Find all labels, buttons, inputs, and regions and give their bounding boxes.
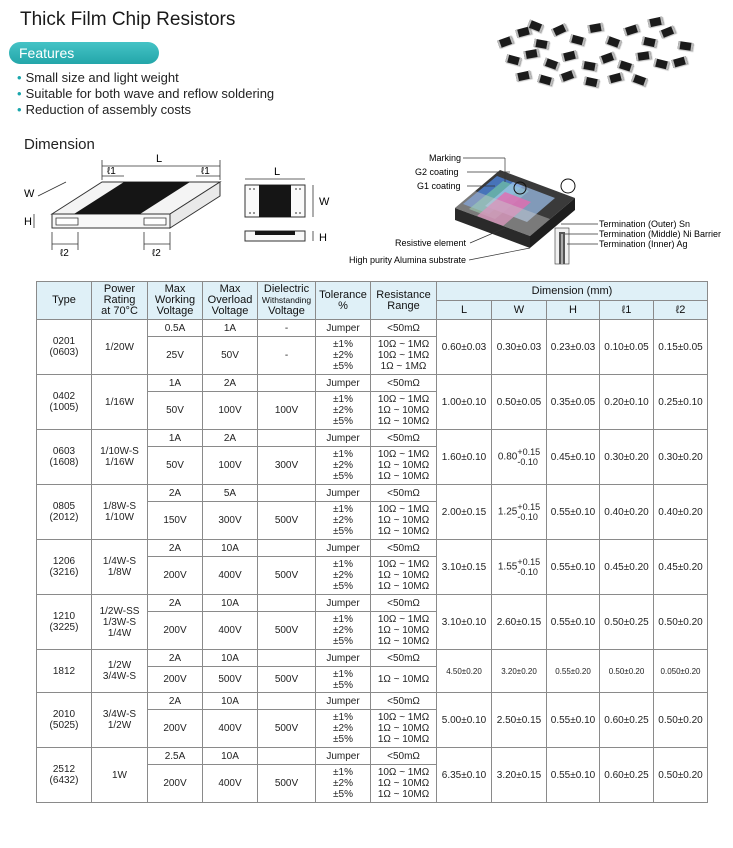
cell-jumper-resistance: <50mΩ [371,540,437,557]
label-H: H [24,216,32,228]
chip-resistor [523,49,539,59]
table-row [37,485,708,502]
chip-resistor [583,77,599,88]
cell-dim-l2: 0.50±0.20 [654,693,708,748]
label-l2: ℓ2 [60,248,69,259]
table-row [37,693,708,710]
cell-dim-H: 0.23±0.03 [547,320,600,375]
cell-dim-l1: 0.45±0.20 [600,540,654,595]
cell-dim-l1: 0.50±0.25 [600,595,654,650]
chip-resistor [543,58,560,71]
chip-resistor [569,34,586,46]
label-l1-right: ℓ1 [201,166,210,177]
feature-item: • Small size and light weight [17,70,274,86]
cell-dim-H: 0.45±0.10 [547,430,600,485]
label-L: L [156,153,163,165]
cell-resistance-range: 10Ω ~ 1MΩ 1Ω ~ 10MΩ 1Ω ~ 10MΩ [371,502,437,540]
label-term-middle: Termination (Middle) Ni Barrier [599,229,722,239]
chip-isometric-diagram [20,152,225,260]
cell-jumper-tolerance: Jumper [316,375,371,392]
cell-max-overload-voltage: 400V [203,557,258,595]
cell-jumper-resistance: <50mΩ [371,748,437,765]
cell-max-working-voltage: 50V [148,447,203,485]
chip-resistor [561,50,577,61]
table-row [37,595,708,612]
cell-jumper-dielectric: - [258,320,316,337]
cell-dim-L: 4.50±0.20 [437,650,492,693]
cell-dielectric-voltage: 500V [258,710,316,748]
cell-dielectric-voltage: 500V [258,667,316,693]
th-dielectric-voltage: Dielectric Withstanding Voltage [258,282,316,320]
cell-dim-l1: 0.30±0.20 [600,430,654,485]
cell-dim-l1: 0.20±0.10 [600,375,654,430]
cell-resistance-range: 10Ω ~ 1MΩ 10Ω ~ 1MΩ 1Ω ~ 1MΩ [371,337,437,375]
cell-jumper-tolerance: Jumper [316,693,371,710]
cell-type: 1210 (3225) [37,595,92,650]
cell-power-rating: 1/20W [92,320,148,375]
cell-dim-W: 2.50±0.15 [492,693,547,748]
cell-max-overload-voltage: 400V [203,765,258,803]
cell-max-working-voltage: 200V [148,557,203,595]
cell-max-overload-voltage: 50V [203,337,258,375]
cell-dim-W: 3.20±0.15 [492,748,547,803]
cell-dim-H: 0.55±0.10 [547,748,600,803]
cell-power-rating: 1/16W [92,375,148,430]
cell-jumper-resistance: <50mΩ [371,485,437,502]
cell-tolerance: ±1% ±2% ±5% [316,765,371,803]
cell-jumper-dielectric [258,485,316,502]
cell-jumper-dielectric [258,540,316,557]
cell-max-overload-voltage: 300V [203,502,258,540]
cell-max-overload-voltage: 400V [203,710,258,748]
chip-resistor [599,52,616,65]
cell-dim-W: 3.20±0.20 [492,650,547,693]
cell-resistance-range: 10Ω ~ 1MΩ 1Ω ~ 10MΩ 1Ω ~ 10MΩ [371,765,437,803]
cell-jumper-resistance: <50mΩ [371,375,437,392]
cell-max-working-voltage: 25V [148,337,203,375]
th-resistance-range: Resistance Range [371,282,437,320]
cell-dielectric-voltage: 500V [258,612,316,650]
cell-jumper-tolerance: Jumper [316,430,371,447]
feature-item: • Reduction of assembly costs [17,102,274,118]
chip-top-side-diagram [235,165,335,250]
cell-jumper-resistance: <50mΩ [371,693,437,710]
cell-dielectric-voltage: 500V [258,765,316,803]
cell-resistance-range: 10Ω ~ 1MΩ 1Ω ~ 10MΩ 1Ω ~ 10MΩ [371,612,437,650]
chip-resistor [647,17,663,28]
chip-resistor [537,74,554,86]
chip-resistor [559,70,576,83]
cell-resistance-range: 10Ω ~ 1MΩ 1Ω ~ 10MΩ 1Ω ~ 10MΩ [371,392,437,430]
cell-dim-W: 0.80+0.15 -0.10 [492,430,547,485]
chip-resistor [581,61,597,71]
cell-power-rating: 1/10W-S 1/16W [92,430,148,485]
cell-jumper-max-overload: 1A [203,320,258,337]
cell-resistance-range: 10Ω ~ 1MΩ 1Ω ~ 10MΩ 1Ω ~ 10MΩ [371,447,437,485]
cell-dim-L: 0.60±0.03 [437,320,492,375]
chip-resistor [653,58,669,69]
cell-jumper-resistance: <50mΩ [371,430,437,447]
chip-resistor [497,36,514,49]
cell-jumper-max-working: 2A [148,693,203,710]
tolerance-plus-minus: +0.15 -0.10 [517,502,541,522]
cell-dim-l2: 0.50±0.20 [654,748,708,803]
chip-resistor [505,54,522,66]
cell-dim-l1: 0.60±0.25 [600,693,654,748]
cell-max-overload-voltage: 100V [203,392,258,430]
cell-dim-l2: 0.45±0.20 [654,540,708,595]
cell-jumper-dielectric [258,693,316,710]
table-row [37,375,708,392]
label-W-top: W [319,196,330,208]
th-l1: ℓ1 [600,301,654,320]
cell-dim-L: 6.35±0.10 [437,748,492,803]
cell-dim-H: 0.35±0.05 [547,375,600,430]
cell-dim-H: 0.55±0.10 [547,485,600,540]
chip-resistor [631,74,648,87]
label-l1: ℓ1 [107,166,116,177]
chip-resistors-photo [488,16,698,88]
chip-construction-diagram [345,148,730,268]
cell-jumper-resistance: <50mΩ [371,595,437,612]
cell-resistance-range: 1Ω ~ 10MΩ [371,667,437,693]
label-W: W [24,188,35,200]
table-row [37,650,708,667]
label-substrate: High purity Alumina substrate [349,255,467,265]
label-H-side: H [319,232,327,244]
cell-tolerance: ±1% ±5% [316,667,371,693]
cell-dim-W: 1.25+0.15 -0.10 [492,485,547,540]
cell-dielectric-voltage: 500V [258,557,316,595]
label-L-top: L [274,166,281,178]
label-term-inner: Termination (Inner) Ag [599,239,688,249]
cell-dim-H: 0.55±0.10 [547,595,600,650]
cell-type: 0402 (1005) [37,375,92,430]
cell-jumper-max-working: 0.5A [148,320,203,337]
cell-dim-L: 1.00±0.10 [437,375,492,430]
chip-resistor [533,39,549,49]
cell-power-rating: 1/2W 3/4W-S [92,650,148,693]
cell-max-overload-voltage: 100V [203,447,258,485]
cell-max-working-voltage: 200V [148,612,203,650]
cell-dim-L: 2.00±0.15 [437,485,492,540]
chip-resistor [678,41,694,51]
cell-power-rating: 1/2W-SS 1/3W-S 1/4W [92,595,148,650]
cell-max-overload-voltage: 500V [203,667,258,693]
cell-dim-W: 1.55+0.15 -0.10 [492,540,547,595]
table-row [37,748,708,765]
cell-type: 0805 (2012) [37,485,92,540]
cell-dielectric-voltage: 100V [258,392,316,430]
cell-jumper-tolerance: Jumper [316,540,371,557]
cell-jumper-max-overload: 10A [203,540,258,557]
cell-dim-l1: 0.10±0.05 [600,320,654,375]
chip-resistor [607,72,624,84]
cell-jumper-tolerance: Jumper [316,320,371,337]
cell-jumper-tolerance: Jumper [316,650,371,667]
cell-jumper-max-working: 2A [148,595,203,612]
cell-dielectric-voltage: 500V [258,502,316,540]
cell-jumper-dielectric [258,748,316,765]
cell-tolerance: ±1% ±2% ±5% [316,502,371,540]
cell-jumper-dielectric [258,375,316,392]
cell-dim-L: 1.60±0.10 [437,430,492,485]
cell-jumper-max-overload: 10A [203,693,258,710]
chip-resistor [636,51,652,61]
cell-jumper-max-working: 2.5A [148,748,203,765]
cell-dim-l1: 0.60±0.25 [600,748,654,803]
cell-jumper-max-overload: 2A [203,375,258,392]
cell-jumper-max-working: 2A [148,540,203,557]
feature-item: • Suitable for both wave and reflow soldering [17,86,274,102]
cell-power-rating: 3/4W-S 1/2W [92,693,148,748]
th-tolerance: Tolerance % [316,282,371,320]
features-list [17,70,274,118]
cell-jumper-tolerance: Jumper [316,485,371,502]
th-max-working-voltage: Max Working Voltage [148,282,203,320]
table-row [37,430,708,447]
cell-max-working-voltage: 200V [148,710,203,748]
cell-jumper-max-overload: 2A [203,430,258,447]
cell-resistance-range: 10Ω ~ 1MΩ 1Ω ~ 10MΩ 1Ω ~ 10MΩ [371,557,437,595]
th-type: Type [37,282,92,320]
cell-tolerance: ±1% ±2% ±5% [316,392,371,430]
chip-resistor [551,23,568,37]
label-g2: G2 coating [415,167,459,177]
cell-dim-H: 0.55±0.20 [547,650,600,693]
cell-dim-H: 0.55±0.10 [547,540,600,595]
chip-resistor [623,24,640,36]
cell-dim-L: 5.00±0.10 [437,693,492,748]
features-badge: Features [9,42,159,64]
cell-power-rating: 1/8W-S 1/10W [92,485,148,540]
cell-jumper-dielectric [258,430,316,447]
cell-type: 1812 [37,650,92,693]
cell-type: 0201 (0603) [37,320,92,375]
cell-dim-W: 0.50±0.05 [492,375,547,430]
table-row [37,540,708,557]
cell-dielectric-voltage: 300V [258,447,316,485]
label-l2-right: ℓ2 [152,248,161,259]
cell-jumper-dielectric [258,595,316,612]
th-L: L [437,301,492,320]
chip-resistor [671,56,688,68]
cell-dim-W: 0.30±0.03 [492,320,547,375]
cell-dim-l2: 0.40±0.20 [654,485,708,540]
th-max-overload-voltage: Max Overload Voltage [203,282,258,320]
cell-type: 1206 (3216) [37,540,92,595]
cell-type: 2010 (5025) [37,693,92,748]
cell-jumper-max-working: 2A [148,485,203,502]
cell-jumper-max-working: 1A [148,430,203,447]
cell-max-working-voltage: 200V [148,765,203,803]
page-title: Thick Film Chip Resistors [20,9,236,30]
cell-max-overload-voltage: 400V [203,612,258,650]
label-g1: G1 coating [417,181,461,191]
cell-tolerance: ±1% ±2% ±5% [316,710,371,748]
th-dimension: Dimension (mm) [437,282,708,301]
cell-tolerance: ±1% ±2% ±5% [316,557,371,595]
cell-power-rating: 1W [92,748,148,803]
chip-resistor [617,60,634,72]
cell-jumper-tolerance: Jumper [316,748,371,765]
th-power: Power Rating at 70°C [92,282,148,320]
cell-jumper-resistance: <50mΩ [371,320,437,337]
cell-dim-l2: 0.25±0.10 [654,375,708,430]
label-term-outer: Termination (Outer) Sn [599,219,691,229]
table-row [37,320,708,337]
tolerance-plus-minus: +0.15 -0.10 [517,557,541,577]
cell-tolerance: ±1% ±2% ±5% [316,612,371,650]
chip-resistor [515,71,531,82]
cell-jumper-max-overload: 10A [203,650,258,667]
cell-dim-l2: 0.15±0.05 [654,320,708,375]
label-resistive: Resistive element [395,238,467,248]
cell-dim-L: 3.10±0.15 [437,540,492,595]
cell-jumper-max-overload: 10A [203,748,258,765]
cell-dim-H: 0.55±0.10 [547,693,600,748]
cell-jumper-max-overload: 5A [203,485,258,502]
cell-jumper-max-working: 1A [148,375,203,392]
cell-dim-l2: 0.50±0.20 [654,595,708,650]
th-W: W [492,301,547,320]
cell-jumper-max-working: 2A [148,650,203,667]
cell-power-rating: 1/4W-S 1/8W [92,540,148,595]
cell-tolerance: ±1% ±2% ±5% [316,447,371,485]
cell-type: 2512 (6432) [37,748,92,803]
cell-max-working-voltage: 150V [148,502,203,540]
cell-jumper-tolerance: Jumper [316,595,371,612]
cell-jumper-resistance: <50mΩ [371,650,437,667]
th-l2: ℓ2 [654,301,708,320]
cell-dim-l1: 0.50±0.20 [600,650,654,693]
cell-resistance-range: 10Ω ~ 1MΩ 1Ω ~ 10MΩ 1Ω ~ 10MΩ [371,710,437,748]
cell-dielectric-voltage: - [258,337,316,375]
chip-resistor [659,25,676,38]
cell-dim-l1: 0.40±0.20 [600,485,654,540]
chip-resistor [587,23,603,33]
cell-dim-l2: 0.30±0.20 [654,430,708,485]
cell-dim-l2: 0.050±0.20 [654,650,708,693]
cell-dim-L: 3.10±0.10 [437,595,492,650]
chip-resistor [605,36,622,49]
cell-max-working-voltage: 50V [148,392,203,430]
dimension-heading: Dimension [24,136,95,153]
spec-table [36,281,708,803]
cell-type: 0603 (1608) [37,430,92,485]
th-H: H [547,301,600,320]
cell-max-working-voltage: 200V [148,667,203,693]
cell-jumper-dielectric [258,650,316,667]
tolerance-plus-minus: +0.15 -0.10 [517,447,541,467]
label-marking: Marking [429,153,462,163]
cell-dim-W: 2.60±0.15 [492,595,547,650]
cell-tolerance: ±1% ±2% ±5% [316,337,371,375]
cell-jumper-max-overload: 10A [203,595,258,612]
chip-resistor [641,37,657,48]
